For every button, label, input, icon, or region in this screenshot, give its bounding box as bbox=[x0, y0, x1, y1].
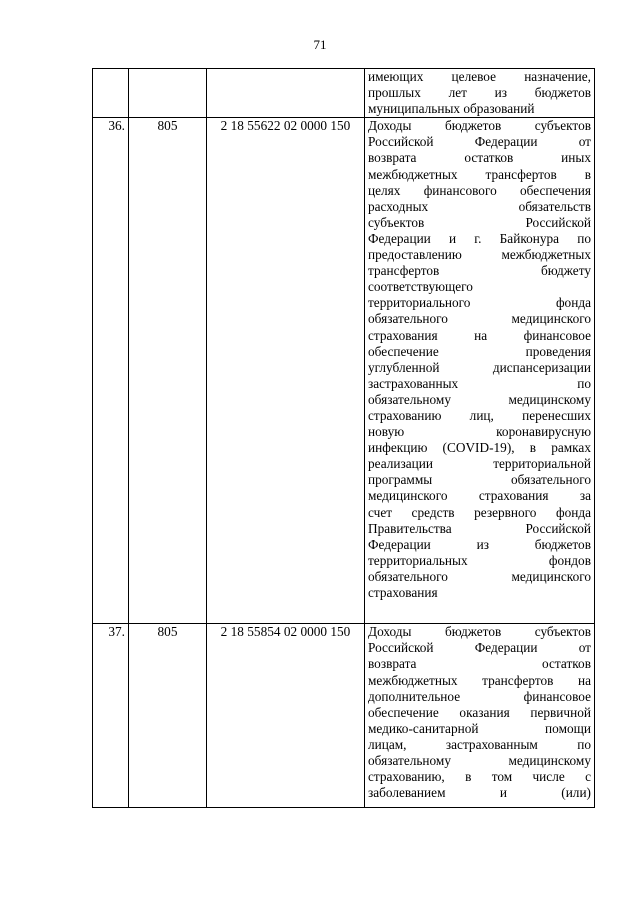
description-line: расходных обязательств bbox=[368, 198, 591, 214]
description-line: новую коронавирусную bbox=[368, 424, 591, 440]
description-line: реализации территориальной bbox=[368, 456, 591, 472]
page-number: 71 bbox=[313, 37, 327, 52]
admin-code-cell: 805 bbox=[129, 624, 207, 808]
budget-code-cell: 2 18 55622 02 0000 150 bbox=[207, 118, 365, 624]
description-line: страхованию лиц, перенесших bbox=[368, 407, 591, 423]
description-line: инфекцию (COVID-19), в рамках bbox=[368, 440, 591, 456]
description-line: Правительства Российской bbox=[368, 520, 591, 536]
description-line: целях финансового обеспечения bbox=[368, 182, 591, 198]
description-line: Федерации из бюджетов bbox=[368, 536, 591, 552]
description-line: возврата остатков иных bbox=[368, 150, 591, 166]
table-row bbox=[93, 118, 595, 624]
table-row bbox=[93, 624, 595, 808]
description-line: межбюджетных трансфертов на bbox=[368, 672, 591, 688]
description-line: территориального фонда bbox=[368, 295, 591, 311]
description-line: обязательному медицинскому bbox=[368, 391, 591, 407]
description-line: Российской Федерации от bbox=[368, 640, 591, 656]
description-line: страхованию, в том числе с bbox=[368, 769, 591, 785]
description-line: страхования bbox=[368, 585, 438, 600]
description-line: застрахованных по bbox=[368, 375, 591, 391]
description-line: соответствующего bbox=[368, 279, 473, 295]
description-line: обязательного медицинского bbox=[368, 311, 591, 327]
description-line: углубленной диспансеризации bbox=[368, 359, 591, 375]
description-line: территориальных фондов bbox=[368, 552, 591, 568]
description-line: обеспечение оказания первичной bbox=[368, 704, 591, 720]
description-line: Доходы бюджетов субъектов bbox=[368, 118, 591, 134]
description-line: дополнительное финансовое bbox=[368, 688, 591, 704]
description-line: заболеванием и (или) bbox=[368, 785, 591, 801]
description-line: обеспечение проведения bbox=[368, 343, 591, 359]
description-line: трансфертов бюджету bbox=[368, 263, 591, 279]
row-number-cell: 37. bbox=[93, 624, 129, 808]
row-number-cell: 36. bbox=[93, 118, 129, 624]
description-line: межбюджетных трансфертов в bbox=[368, 166, 591, 182]
budget-code-cell: 2 18 55854 02 0000 150 bbox=[207, 624, 365, 808]
description-cell bbox=[365, 624, 595, 808]
description-line: имеющих целевое назначение, bbox=[368, 69, 591, 84]
admin-code-cell: 805 bbox=[129, 118, 207, 624]
description-line: Доходы бюджетов субъектов bbox=[368, 624, 591, 640]
row-number-cell bbox=[93, 69, 129, 118]
description-line: счет средств резервного фонда bbox=[368, 504, 591, 520]
admin-code-cell bbox=[129, 69, 207, 118]
description-line: предоставлению межбюджетных bbox=[368, 247, 591, 263]
description-line: субъектов Российской bbox=[368, 214, 591, 230]
description-line: обязательному медицинскому bbox=[368, 753, 591, 769]
description-line: обязательного медицинского bbox=[368, 568, 591, 584]
description-line: программы обязательного bbox=[368, 472, 591, 488]
description-cell bbox=[365, 118, 595, 624]
description-line: муниципальных образований bbox=[368, 101, 535, 117]
description-line: медико-санитарной помощи bbox=[368, 720, 591, 736]
budget-code-cell bbox=[207, 69, 365, 118]
description-cell bbox=[365, 69, 595, 118]
description-line: прошлых лет из бюджетов bbox=[368, 85, 591, 101]
description-line: Российской Федерации от bbox=[368, 134, 591, 150]
description-line: страхования на финансовое bbox=[368, 327, 591, 343]
description-line: медицинского страхования за bbox=[368, 488, 591, 504]
description-line: Федерации и г. Байконура по bbox=[368, 230, 591, 246]
budget-revenue-table bbox=[92, 68, 595, 808]
description-line: возврата остатков bbox=[368, 656, 591, 672]
table-row bbox=[93, 69, 595, 118]
description-line: лицам, застрахованным по bbox=[368, 736, 591, 752]
